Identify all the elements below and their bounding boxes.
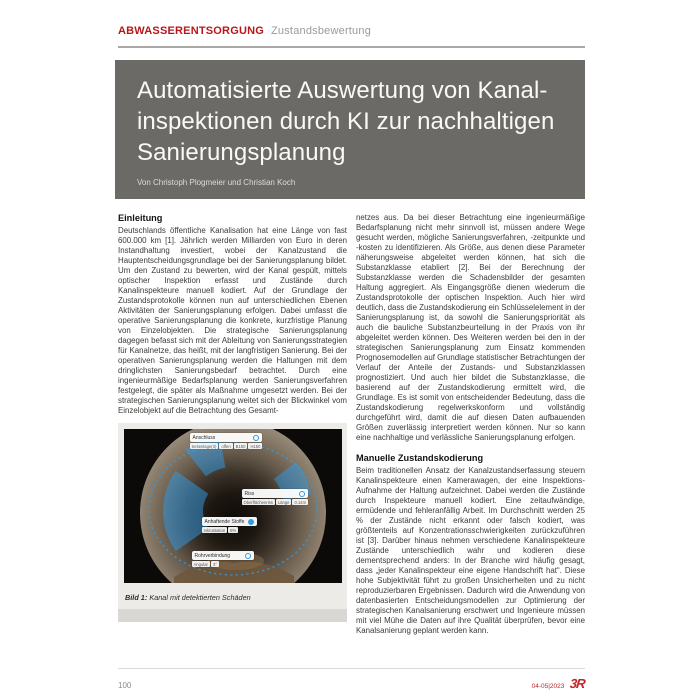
column-right (356, 213, 585, 636)
annotation-riss (242, 489, 309, 505)
paragraph-intro: Deutschlands öffentliche Kanalisation hat eine Länge von fast 600.000 km [1]. Jährlich werden Milliarden von Euro in deren Instandhaltung investiert, wobei der Kanalzustand die Hauptentscheidungsgrundlage bei der Sanierungsplanung bildet. Um den Zustand zu bewerten, wird der Kanal gespült, mittels optischer Inspektion erfasst und Zustände durch Kanalinspekteure manuell kodiert. Auf der Grundlage der Zustandsprotokolle können nun auf unterschiedlichen Ebenen Aktivitäten der Sanierungsplanung erfolgen. Dabei umfasst die operative Sanierungsplanung die konkrete, kurzfristige Planung von Einzelobjekten. Die strategische Sanierungsplanung dagegen befasst sich mit der Ableitung von Sanierungsstrategien für Kanalnetze, das heißt, mit der langfristigen Sanierung. Bei der operativen Sanierungsplanung werden die Haltungen mit dem dringlichsten Sanierungsbedarf betrachtet. Durch eine ingenieurmäßige Bedarfsplanung werden Sanierungsverfahren festgelegt, die später als Maßnahme umgesetzt werden. Bei der strategischen Sanierungsplanung weitet sich der Blickwinkel vom Einzelobjekt auf die Betrachtung des Gesamt- (118, 226, 347, 415)
figure-caption-label: Bild 1: (125, 593, 148, 602)
section-subtitle: Zustandsbewertung (271, 25, 372, 37)
article-title (137, 75, 585, 168)
attribute-chip: Länge (277, 499, 290, 505)
confidence-icon (248, 519, 254, 525)
annotation-anschluss (190, 433, 263, 449)
title-line-1: Automatisierte Auswertung von Kanal- (137, 77, 548, 104)
annotation-label: Anhaftende Stoffe (204, 518, 245, 525)
figure-caption-text: Kanal mit detektierten Schäden (147, 593, 251, 602)
confidence-icon (299, 491, 305, 497)
heading-manuelle-zustandskodierung: Manuelle Zustandskodierung (356, 453, 484, 463)
byline: Von Christoph Plogmeier und Christian Koch (137, 178, 296, 187)
paragraph-continuation: netzes aus. Da bei dieser Betrachtung eine ingenieurmäßige Bedarfsplanung nicht mehr sinnvoll ist, müssen andere Wege gesucht werden, mögliche Sanierungsverfahren, -zeitpunkte und -kosten zu identifizieren. Als Größe, aus denen diese Parameter näherungsweise abgeleitet werden können, hat sich die Substanzklasse etabliert [2]. Bei der Berechnung der Substanzklasse werden die Schadensbilder der gesamten Haltung aggregiert. Als Eingangsgröße dienen wiederum die Zustandsprotokolle der optischen Inspektion. Auch hier wird deutlich, dass die Zustandskodierung ein Schlüsselelement in der Sanierungsplanung ist, da sowohl die Sanierungspriorität als auch die bauliche Substanzbeurteilung in der Praxis von ihr abgeleitet werden können. Des Weiteren werden bei den in der strategischen Sanierungsplanung zum Einsatz kommenden Prognosemodellen auf Grundlage statistischer Betrachtungen der Verlauf der Anteile der Zustands- und Substanzklassen prognostiziert. Und auch hier bildet die Substanzklasse, die basierend auf der Zustandskodierung ermittelt wird, die Grundlage. Es ist somit von entscheidender Bedeutung, dass die Zustandskodierung regelwerkskonform und vollständig durchgeführt wird, damit die auf diesen Daten aufbauenden Größen zuverlässig interpretiert werden können. Nur so kann eine nachhaltige und verlässliche Sanierungsplanung erfolgen. (356, 213, 585, 442)
title-block (115, 60, 585, 199)
confidence-icon (245, 553, 251, 559)
attribute-chip: H150 (250, 443, 261, 449)
attribute-chip: Oberflächenriss (243, 499, 273, 505)
annotation-label: Rohrverbindung (194, 552, 231, 559)
annotation-rohrverbindung (192, 551, 254, 567)
figure-1 (118, 423, 347, 622)
title-line-3: Sanierungsplanung (137, 139, 346, 166)
attribute-chip: Seitenlage(3) (191, 443, 217, 449)
column-left (118, 213, 347, 636)
title-line-2: inspektionen durch KI zur nachhaltigen (137, 108, 555, 135)
annotation-label: Anschluss (192, 434, 216, 441)
page-footer (118, 668, 585, 691)
attribute-chip: 8% (230, 527, 237, 533)
section-kicker: ABWASSERENTSORGUNG (118, 25, 264, 37)
annotation-anhaftende-stoffe (202, 517, 258, 533)
attribute-chip: Inkrustation (203, 527, 226, 533)
figure-divider-band (118, 609, 347, 622)
attribute-chip: B150 (235, 443, 246, 449)
attribute-chip: Angular (193, 561, 208, 567)
annotation-label: Riss (244, 490, 255, 497)
magazine-logo: 3R (569, 676, 586, 691)
page-header (118, 25, 585, 48)
article-body (118, 213, 585, 636)
attribute-chip: offen (221, 443, 231, 449)
sewer-inspection-image (124, 429, 342, 583)
confidence-icon (253, 435, 259, 441)
heading-einleitung: Einleitung (118, 213, 163, 223)
attribute-chip: 3° (212, 561, 217, 567)
issue-label: 04-05|2023 (531, 683, 565, 690)
attribute-chip: 0.14m (294, 499, 307, 505)
page-number: 100 (118, 681, 132, 690)
figure-caption (118, 583, 347, 606)
paragraph-manual-coding: Beim traditionellen Ansatz der Kanalzustandserfassung steuern Kanalinspekteure einen Kamerawagen, der eine Inspektions-Aufnahme der Haltung aufzeichnet. Dabei werden die Zustände durch Inspekteure manuell kodiert. Eine zeitaufwändige, ermüdende und fehleranfällig Arbeit. Im Durchschnitt werden 25 % der Zustände nicht erkannt oder falsch kodiert, was größtenteils auf Konzentrationsschwierigkeiten zurückzuführen ist [3]. Darüber hinaus nehmen verschiedene Kanalinspekteure Zustände unterschiedlich wahr und kodieren diese dementsprechend anders: In der Branche wird häufig gesagt, dass „jeder Kanalinspekteur eine eigene Handschrift hat“. Diese hohe Subjektivität führt zu großen Unsicherheiten und zu nicht reproduzierbaren Ergebnissen. Dadurch wird die Anwendung von datenbasierten Entscheidungsmodellen zur Optimierung der strategischen Kanalsanierung erschwert und Ingenieure müssen mit viel Mühe die Daten auf ihre Qualität überprüfen, bevor eine Kanalsanierung geplant werden kann. (356, 466, 585, 635)
